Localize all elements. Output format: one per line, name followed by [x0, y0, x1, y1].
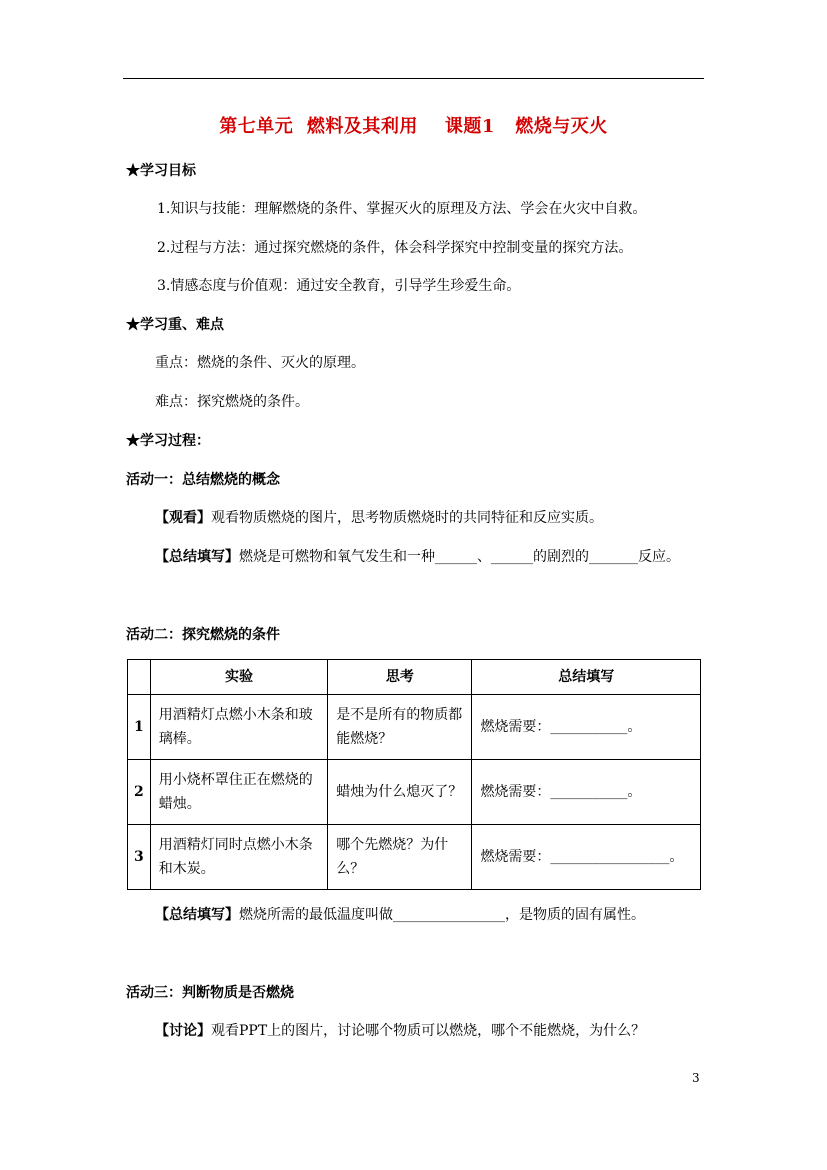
activity2-summary: [155, 905, 645, 925]
header-cell-experiment: 实验: [150, 660, 328, 695]
summary-text: 燃烧是可燃物和氧气发生和一种______、______的剧烈的_______反应。: [239, 549, 680, 565]
objective-item: 3.情感态度与价值观：通过安全教育，引导学生珍爱生命。: [157, 278, 521, 294]
thinking-cell: 哪个先燃烧？为什么？: [328, 825, 472, 890]
row-number: 2: [128, 760, 151, 825]
header-cell-thinking: 思考: [328, 660, 472, 695]
table-header-row: [128, 660, 701, 695]
experiment-cell: 用酒精灯点燃小木条和玻璃棒。: [150, 695, 328, 760]
experiment-cell: 用小烧杯罩住正在燃烧的蜡烛。: [150, 760, 328, 825]
summary-tag: 【总结填写】: [155, 549, 239, 565]
focus-point: 重点：燃烧的条件、灭火的原理。: [155, 355, 365, 371]
page-title: 第七单元 燃料及其利用 课题1 燃烧与灭火: [219, 116, 608, 137]
observe-text: 观看物质燃烧的图片，思考物质燃烧时的共同特征和反应实质。: [211, 510, 603, 526]
table-row: [128, 695, 701, 760]
activity2-heading: 活动二：探究燃烧的条件: [126, 627, 280, 643]
objective-item: 1.知识与技能：理解燃烧的条件、掌握灭火的原理及方法、学会在火灾中自救。: [157, 201, 647, 217]
objective-item: 2.过程与方法：通过探究燃烧的条件，体会科学探究中控制变量的探究方法。: [157, 240, 633, 256]
table-row: [128, 825, 701, 890]
page-number: 3: [692, 1071, 700, 1085]
table-row: [128, 760, 701, 825]
activity3-heading: 活动三：判断物质是否燃烧: [126, 985, 294, 1001]
objectives-heading: ★学习目标: [126, 163, 196, 179]
row-number: 1: [128, 695, 151, 760]
thinking-cell: 蜡烛为什么熄灭了？: [328, 760, 472, 825]
thinking-cell: 是不是所有的物质都能燃烧？: [328, 695, 472, 760]
row-number: 3: [128, 825, 151, 890]
summary-cell: 燃烧需要：___________。: [472, 760, 701, 825]
keypoints-heading: ★学习重、难点: [126, 317, 224, 333]
experiment-cell: 用酒精灯同时点燃小木条和木炭。: [150, 825, 328, 890]
observe-tag: 【观看】: [155, 510, 211, 526]
discuss-text: 观看PPT上的图片，讨论哪个物质可以燃烧，哪个不能燃烧，为什么？: [211, 1023, 646, 1039]
summary-cell: 燃烧需要：_________________。: [472, 825, 701, 890]
summary-tag: 【总结填写】: [155, 907, 239, 923]
header-cell-summary: 总结填写: [472, 660, 701, 695]
header-cell-index: [128, 660, 151, 695]
activity3-discuss: [155, 1021, 645, 1041]
activity1-heading: 活动一：总结燃烧的概念: [126, 472, 280, 488]
summary-text: 燃烧所需的最低温度叫做________________，是物质的固有属性。: [239, 907, 645, 923]
activity1-summary: [155, 547, 680, 567]
header-rule: [123, 78, 704, 79]
activity1-observe: [155, 508, 603, 528]
process-heading: ★学习过程：: [126, 433, 210, 449]
discuss-tag: 【讨论】: [155, 1023, 211, 1039]
experiment-table: [127, 659, 701, 890]
difficulty-point: 难点：探究燃烧的条件。: [155, 394, 309, 410]
summary-cell: 燃烧需要：___________。: [472, 695, 701, 760]
